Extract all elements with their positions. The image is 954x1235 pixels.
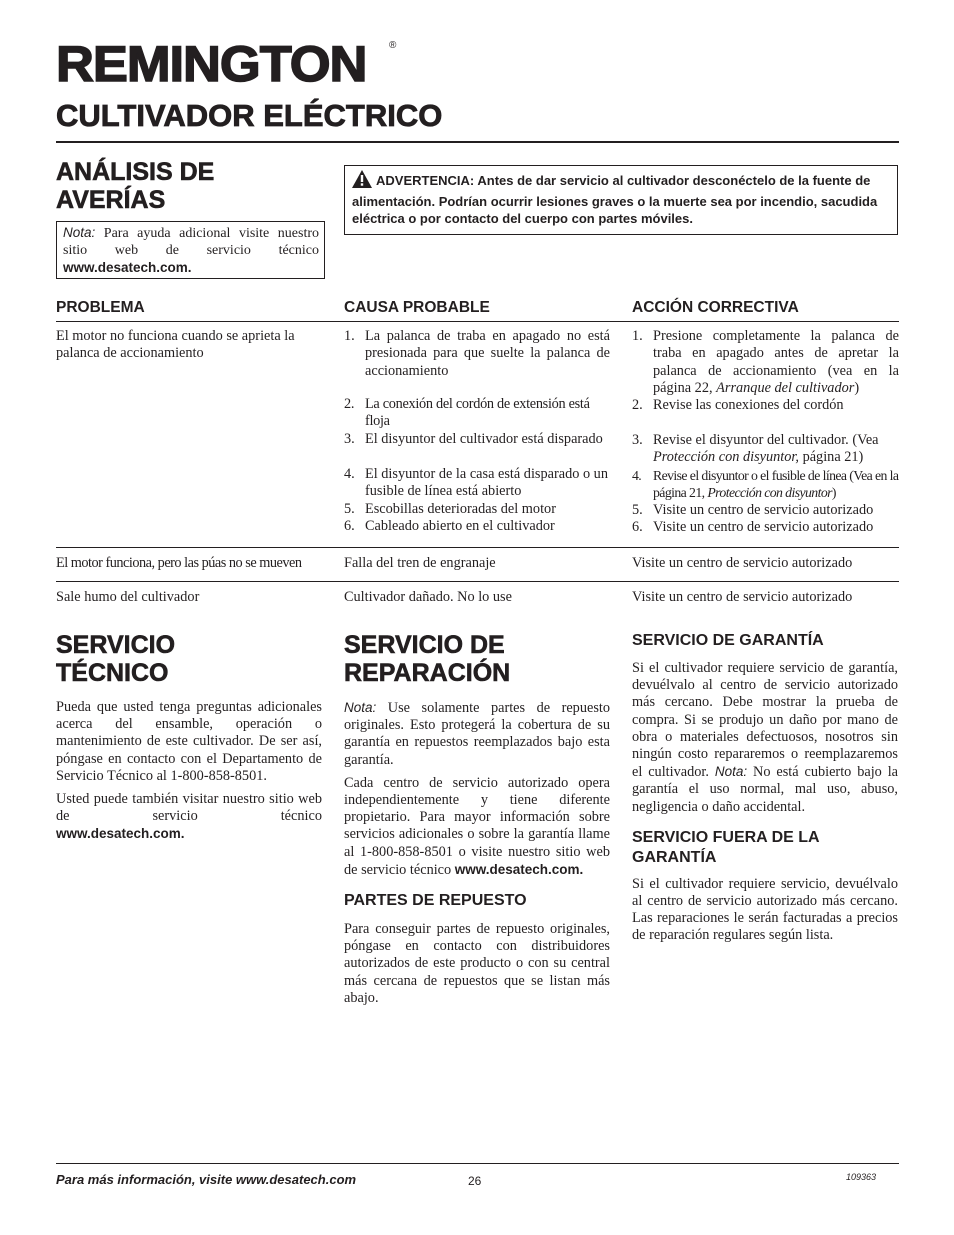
paragraph: Nota: Use solamente partes de repuesto originales. Esto protegerá la cobertura de su garantía en repuestos reemplazados bajo esta garantía. — [344, 700, 611, 768]
list-item: 3. El disyuntor del cultivador está disparado — [344, 431, 603, 447]
list-item: 4. El disyuntor de la casa está disparado o un fusible de línea está abierto — [344, 466, 608, 500]
table-cell-action: Visite un centro de servicio autorizado — [632, 589, 853, 605]
table-cell-problem: Sale humo del cultivador — [56, 589, 200, 605]
header-rule — [56, 141, 899, 143]
repair-service-section — [344, 631, 610, 1007]
note-text: Para ayuda adicional visite nuestro sitio web de servicio técnico — [63, 226, 319, 258]
section-heading: SERVICIO DE REPARACIÓN — [344, 631, 511, 687]
troubleshooting-heading — [56, 158, 316, 214]
table-cell-action: Visite un centro de servicio autorizado — [632, 555, 853, 571]
brand-logo: REMINGTON — [56, 36, 367, 92]
heading-line: ANÁLISIS DE — [56, 158, 215, 186]
list-item: 4. Revise el disyuntor o el fusible de línea (Vea en la página 21, Protección con disyuntor) — [632, 468, 899, 501]
list-item: 2. Revise las conexiones del cordón — [632, 397, 844, 413]
paragraph: Cada centro de servicio autorizado opera independientemente y tiene diferente propietario. Para mayor información sobre servicios adicionales o sobre la garantía llame al 1-800-858-8501 o visite nuestro sitio web de servicio técnico www.desatech.com. — [344, 774, 610, 878]
table-cell-cause: Cultivador dañado. No lo use — [344, 589, 512, 605]
paragraph: Usted puede también visitar nuestro sitio web de servicio técnico — [56, 791, 322, 825]
table-cell-cause: Falla del tren de engranaje — [344, 555, 496, 571]
paragraph: Si el cultivador requiere servicio de garantía, devuélvalo al centro de servicio autorizado más cercano. Debe mostrar la prueba de compra. Si se produjo un daño por mano de obra o materiales defectuosos, nosotros sin ningún costo repararemos o reemplazaremos el cultivador. Nota: No está cubierto bajo la garantía el uso normal, mal uso, abuso, negligencia o daño accidental. — [632, 660, 899, 815]
paragraph: Pueda que usted tenga preguntas adicionales acerca del ensamble, operación o mantenimiento de este cultivador. De ser así, póngase en contacto con el Departamento de Servicio Técnico al 1-800-858-8501. — [56, 699, 322, 784]
tech-service-section — [56, 631, 322, 844]
tech-service-link[interactable]: www.desatech.com. — [56, 826, 185, 842]
note-label: Nota: — [63, 225, 96, 240]
warning-triangle-icon — [352, 170, 372, 193]
column-header-action: ACCIÓN CORRECTIVA — [632, 299, 799, 316]
list-item: 5. Escobillas deterioradas del motor — [344, 501, 556, 517]
list-item: 1. La palanca de traba en apagado no está presionada para que suelte la palanca de accionamiento — [344, 328, 610, 379]
page-number: 26 — [468, 1174, 482, 1188]
warning-label: ADVERTENCIA: — [376, 173, 475, 188]
note-link[interactable]: www.desatech.com. — [63, 260, 192, 275]
registered-mark: ® — [389, 40, 397, 51]
table-rule — [56, 547, 899, 548]
paragraph: Para conseguir partes de repuesto originales, póngase en contacto con distribuidores autorizados de este producto o con su central más cercana de repuestos que se listan más abajo. — [344, 921, 610, 1006]
section-heading: SERVICIO TÉCNICO — [56, 631, 176, 687]
subsection-heading: PARTES DE REPUESTO — [344, 892, 527, 910]
table-cell-problem: El motor no funciona cuando se aprieta la palanca de accionamiento — [56, 328, 295, 362]
paragraph: Si el cultivador requiere servicio, devuélvalo al centro de servicio autorizado más cercano. Las reparaciones le serán facturadas a precios de reparación regulares según lista. — [632, 875, 898, 944]
table-rule — [56, 321, 899, 322]
warning-box — [344, 165, 898, 235]
column-header-problem: PROBLEMA — [56, 299, 145, 316]
footer-info: Para más información, visite www.desatech.com — [56, 1172, 357, 1187]
action-list — [632, 328, 899, 537]
column-header-cause: CAUSA PROBABLE — [344, 299, 490, 316]
warning-text: Antes de dar servicio al cultivador desconéctelo de la fuente de alimentación. Podrían ocurrir lesiones graves o la muerte sea por incendio, sacudida eléctrica o por contacto del cuerpo con partes móviles. — [352, 173, 878, 226]
list-item: 5. Visite un centro de servicio autorizado — [632, 502, 874, 518]
heading-line: AVERÍAS — [56, 186, 166, 214]
footer-rule — [56, 1163, 899, 1164]
page-title: CULTIVADOR ELÉCTRICO — [56, 98, 443, 133]
table-rule — [56, 581, 899, 582]
subsection-heading: SERVICIO FUERA DE LA GARANTÍA — [632, 828, 820, 866]
document-code: 109363 — [846, 1172, 877, 1182]
list-item: 6. Cableado abierto en el cultivador — [344, 518, 555, 535]
paragraph — [56, 825, 322, 843]
list-item: 1. Presione completamente la palanca de traba en apagado antes de apretar la palanca de accionamiento (vea en la página 22, Arranque del cultivador) — [632, 328, 899, 397]
cause-list — [344, 328, 610, 536]
note-box — [56, 221, 325, 279]
list-item: 2. La conexión del cordón de extensión está floja — [344, 396, 590, 430]
repair-service-link[interactable]: www.desatech.com. — [454, 861, 584, 877]
subsection-heading: SERVICIO DE GARANTÍA — [632, 632, 824, 649]
table-cell-problem: El motor funciona, pero las púas no se mueven — [56, 555, 302, 571]
warranty-section — [632, 631, 898, 945]
list-item: 3. Revise el disyuntor del cultivador. (Vea Protección con disyuntor, página 21) — [632, 432, 879, 466]
list-item: 6. Visite un centro de servicio autorizado — [632, 519, 874, 536]
